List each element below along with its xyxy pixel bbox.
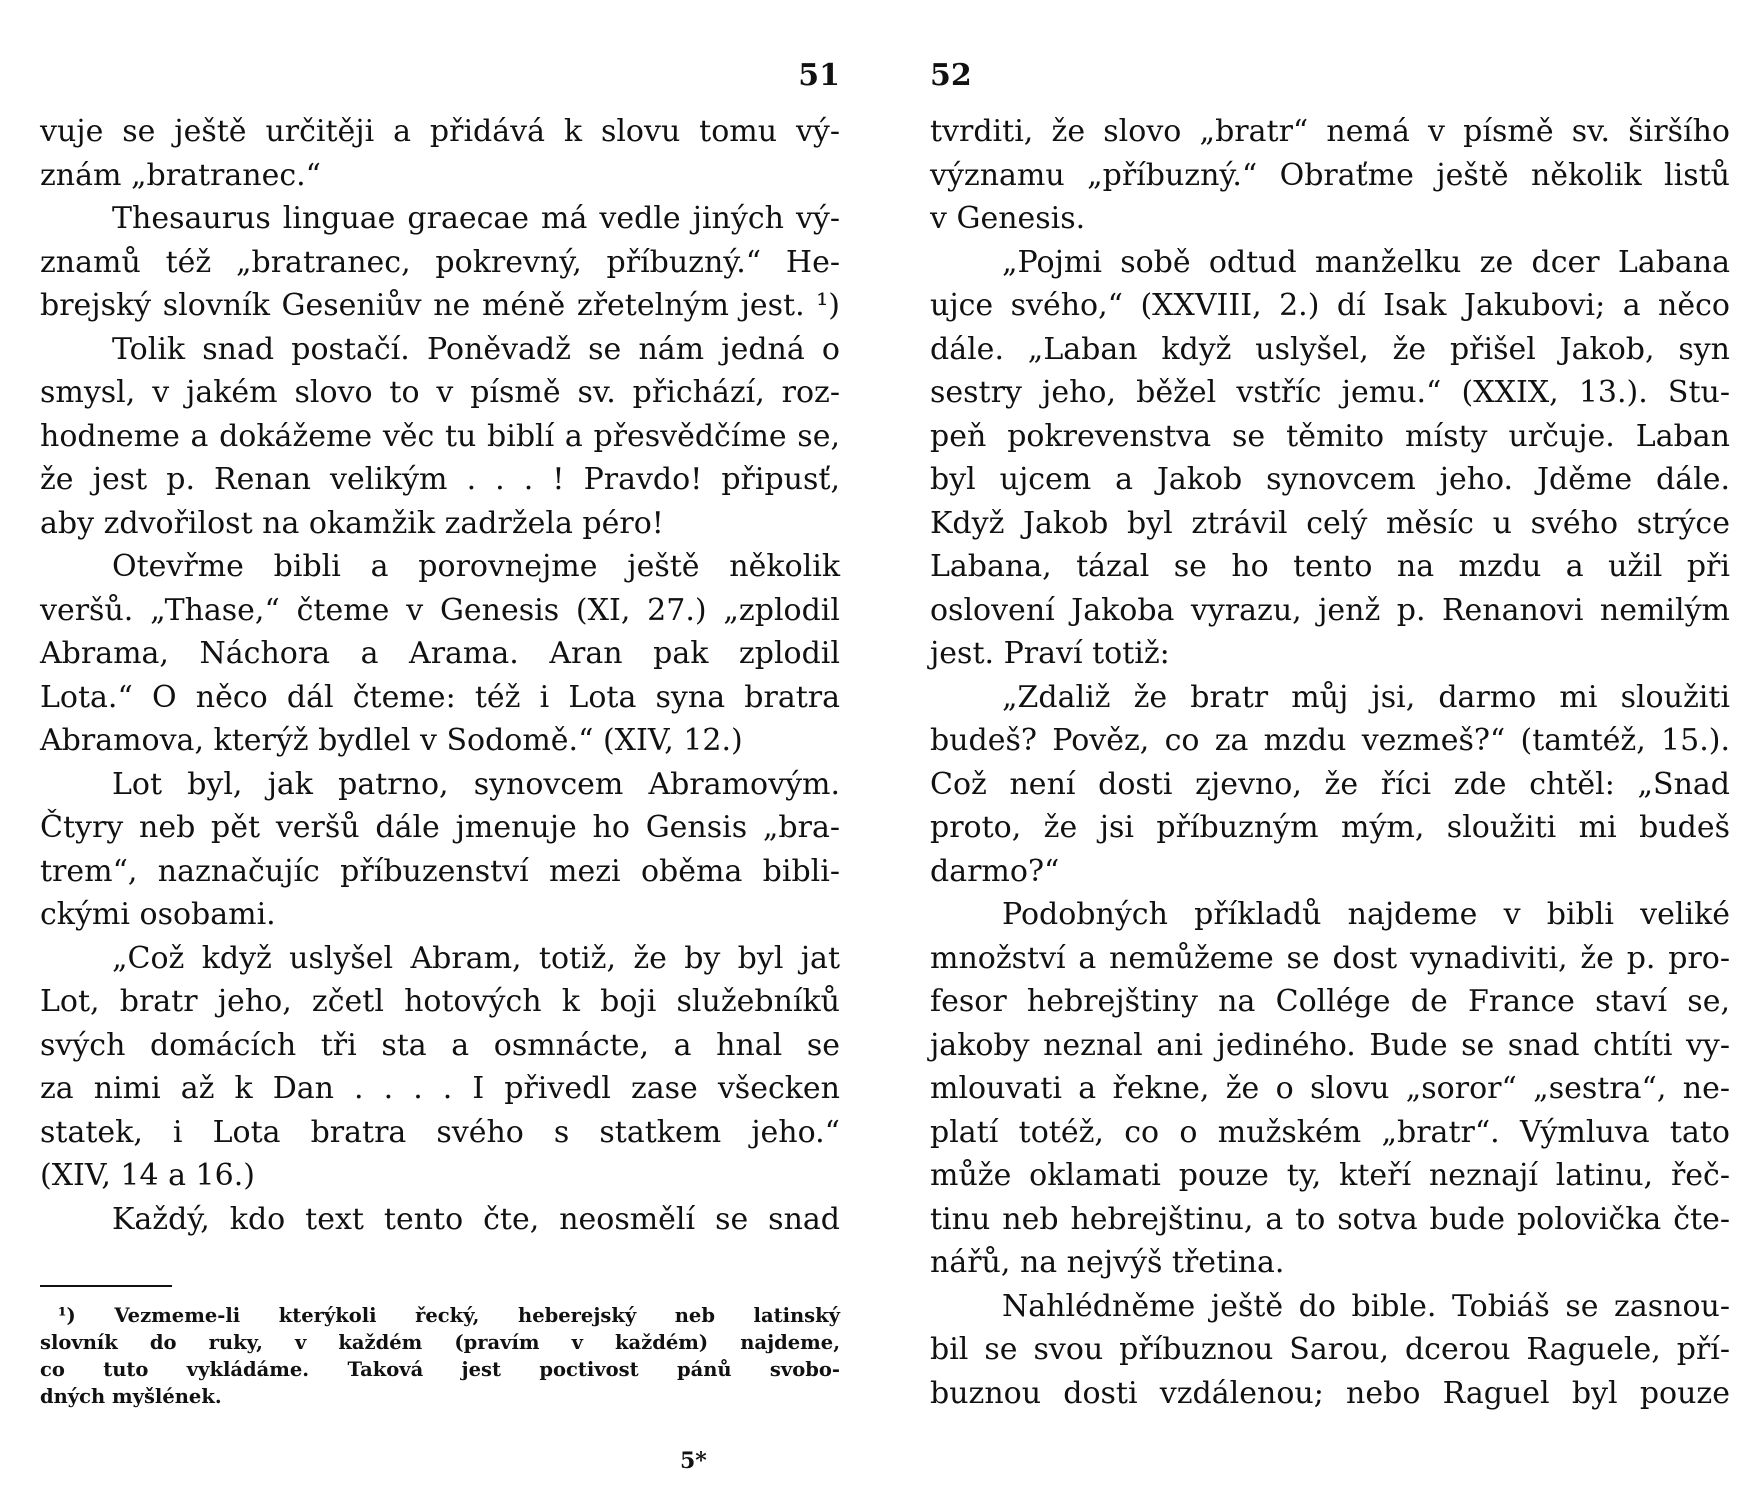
text-line: Thesaurus linguae graecae má vedle jiných vý- [112,201,840,236]
text-line: že jest p. Renan velikým . . . ! Pravdo! připusť, [40,462,840,497]
page-number: 51 [798,58,840,93]
text-line: trem“, naznačujíc příbuzenství mezi oběma bibli- [40,853,840,889]
text-line: „Pojmi sobě odtud manželku ze dcer Labana [1002,244,1730,280]
text-line: hodneme a dokážeme věc tu biblí a přesvědčíme se, [40,418,840,454]
text-line: brejský slovník Geseniův ne méně zřetelným jest. ¹) [40,288,840,323]
text-line: fesor hebrejštiny na Collége de France staví se, [930,984,1730,1019]
text-line: vuje se ještě určitěji a přidává k slovu tomu vý- [40,114,840,149]
text-line: Každý, kdo text tento čte, neosmělí se snad [112,1201,840,1237]
text-line: znamů též „bratranec, pokrevný, příbuzný.“ He- [40,244,840,280]
text-line: bil se svou příbuznou Sarou, dcerou Raguele, pří- [930,1332,1730,1367]
footnote-line: slovník do ruky, v každém (pravím v každém) najdeme, [40,1331,840,1354]
text-line: nářů, na nejvýš třetina. [930,1245,1285,1280]
text-line: aby zdvořilost na okamžik zadržela péro! [40,505,664,541]
footnote-line: co tuto vykládáme. Taková jest poctivost pánů svobo- [40,1358,840,1381]
text-line: peň pokrevenstva se těmito místy určuje. Laban [930,418,1730,454]
text-line: významu „příbuzný.“ Obraťme ještě několik listů [930,157,1730,193]
text-line: za nimi až k Dan . . . . I přivedl zase všecken [40,1071,840,1106]
text-line: smysl, v jakém slovo to v písmě sv. přichází, roz- [40,375,840,410]
text-line: Tolik snad postačí. Poněvadž se nám jedná o [112,331,840,367]
text-line: Podobných příkladů najdeme v bibli veliké [1002,897,1730,932]
body-text [40,110,840,1241]
text-line: Nahlédněme ještě do bible. Tobiáš se zasnou- [1002,1288,1730,1324]
text-line: mlouvati a řekne, že o slovu „soror“ „sestra“, ne- [930,1071,1730,1106]
text-line: Lot, bratr jeho, zčetl hotových k boji služebníků [40,984,840,1019]
left-page [40,0,840,1501]
page-number: 52 [930,58,972,93]
text-line: Abramova, kterýž bydlel v Sodomě.“ (XIV, 12.) [40,723,743,758]
text-line: budeš? Pověz, co za mzdu vezmeš?“ (tamtéž, 15.). [930,723,1730,758]
text-line: oslovení Jakoba vyrazu, jenž p. Renanovi nemilým [930,592,1730,628]
text-line: může oklamati pouze ty, kteří neznají latinu, řeč- [930,1158,1730,1193]
text-line: Otevřme bibli a porovnejme ještě několik [112,549,840,584]
text-line: platí totéž, co o mužském „bratr“. Výmluva tato [930,1114,1730,1150]
footnote-rule [40,1285,172,1287]
text-line: jakoby neznal ani jediného. Bude se snad chtíti vy- [930,1027,1730,1063]
text-line: „Zdaliž že bratr můj jsi, darmo mi sloužiti [1002,679,1730,715]
text-line: Lot byl, jak patrno, synovcem Abramovým. [112,766,840,802]
text-line: Labana, tázal se ho tento na mzdu a užil při [930,549,1730,584]
footnote-line: ¹) Vezmeme-li kterýkoli řecký, heberejský neb latinský [58,1304,840,1327]
text-line: množství a nemůžeme se dost vynadiviti, že p. pro- [930,940,1730,976]
text-line: Abrama, Náchora a Arama. Aran pak zplodil [40,636,840,671]
text-line: jest. Praví totiž: [930,636,1170,671]
footnote-line: dných myšlének. [40,1385,222,1408]
text-line: proto, že jsi příbuzným mým, sloužiti mi budeš [930,810,1730,845]
text-line: sestry jeho, běžel vstříc jemu.“ (XXIX, 13.). Stu- [930,375,1730,410]
footnote [40,1302,840,1410]
text-line: v Genesis. [930,201,1086,236]
text-line: tinu neb hebrejštinu, a to sotva bude polovička čte- [930,1201,1730,1237]
body-text [930,110,1730,1415]
text-line: statek, i Lota bratra svého s statkem jeho.“ [40,1114,840,1150]
text-line: „Což když uslyšel Abram, totiž, že by byl jat [112,940,840,976]
text-line: buznou dosti vzdálenou; nebo Raguel byl pouze [930,1375,1730,1411]
text-line: Čtyry neb pět veršů dále jmenuje ho Gensis „bra- [40,810,840,845]
text-line: tvrditi, že slovo „bratr“ nemá v písmě sv. širšího [930,114,1730,149]
right-page [930,0,1730,1501]
text-line: darmo?“ [930,853,1060,889]
text-line: znám „bratranec.“ [40,157,322,193]
text-line: (XIV, 14 a 16.) [40,1158,255,1193]
text-line: Což není dosti zjevno, že říci zde chtěl: „Snad [930,766,1730,802]
text-line: svých domácích tři sta a osmnácte, a hnal se [40,1027,840,1063]
signature-mark: 5* [680,1448,707,1474]
text-line: Když Jakob byl ztrávil celý měsíc u svého strýce [930,505,1730,541]
text-line: byl ujcem a Jakob synovcem jeho. Jděme dále. [930,462,1730,497]
text-line: dále. „Laban když uslyšel, že přišel Jakob, syn [930,331,1730,367]
text-line: ckými osobami. [40,897,276,932]
text-line: ujce svého,“ (XXVIII, 2.) dí Isak Jakubovi; a něco [930,288,1730,323]
text-line: veršů. „Thase,“ čteme v Genesis (XI, 27.) „zplodil [40,592,840,628]
text-line: Lota.“ O něco dál čteme: též i Lota syna bratra [40,679,840,715]
